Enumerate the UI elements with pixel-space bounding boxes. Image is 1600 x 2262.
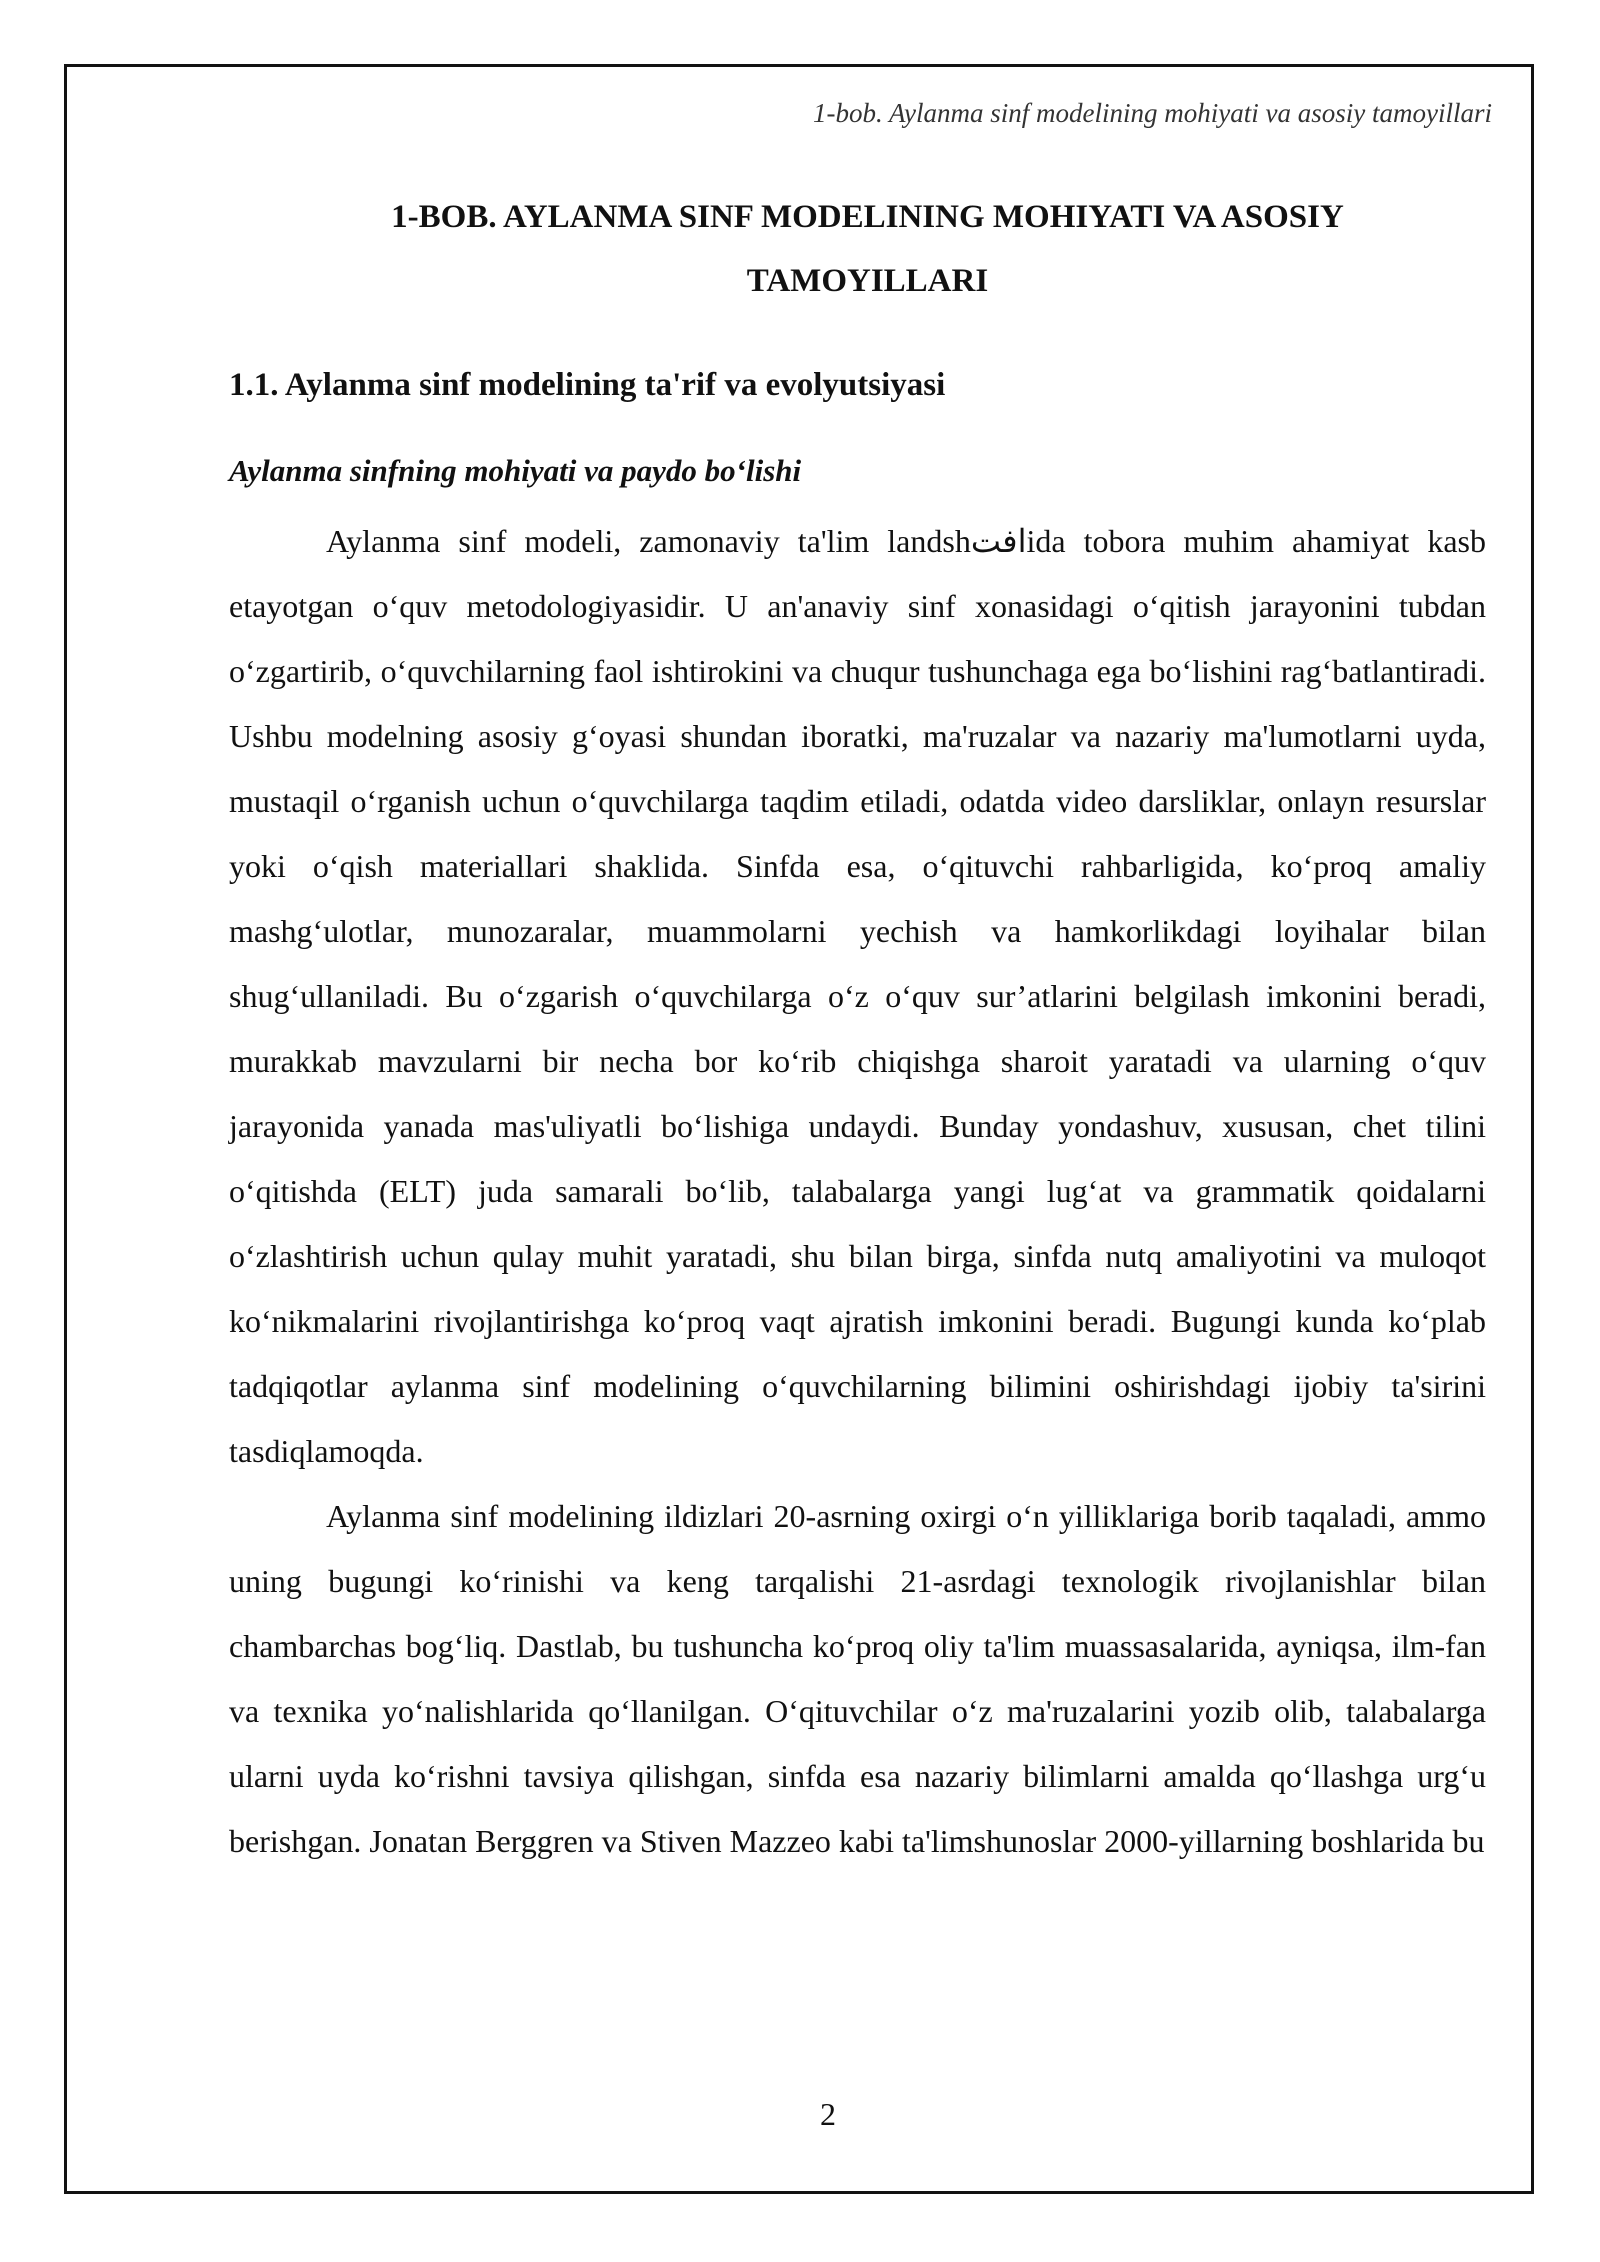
chapter-title-line-1: 1-BOB. AYLANMA SINF MODELINING MOHIYATI VA ASOSIY <box>391 199 1344 235</box>
chapter-title <box>229 185 1486 313</box>
page-content <box>229 185 1486 1874</box>
body-text <box>229 509 1486 1874</box>
running-header: 1-bob. Aylanma sinf modelining mohiyati va asosiy tamoyillari <box>813 98 1492 128</box>
section-heading: 1.1. Aylanma sinf modelining ta'rif va evolyutsiyasi <box>229 367 946 403</box>
subsection-heading: Aylanma sinfning mohiyati va paydo bo‘lishi <box>229 453 802 488</box>
paragraph: Aylanma sinf modeli, zamonaviy ta'lim landshافتida tobora muhim ahamiyat kasb etayotgan o‘quv metodologiyasidir. U an'anaviy sinf xonasidagi o‘qitish jarayonini tubdan o‘zgartirib, o‘quvchilarning faol ishtirokini va chuqur tushunchaga ega bo‘lishini rag‘batlantiradi. Ushbu modelning asosiy g‘oyasi shundan iboratki, ma'ruzalar va nazariy ma'lumotlarni uyda, mustaqil o‘rganish uchun o‘quvchilarga taqdim etiladi, odatda video darsliklar, onlayn resurslar yoki o‘qish materiallari shaklida. Sinfda esa, o‘qituvchi rahbarligida, ko‘proq amaliy mashg‘ulotlar, munozaralar, muammolarni yechish va hamkorlikdagi loyihalar bilan shug‘ullaniladi. Bu o‘zgarish o‘quvchilarga o‘z o‘quv sur’atlarini belgilash imkonini beradi, murakkab mavzularni bir necha bor ko‘rib chiqishga sharoit yaratadi va ularning o‘quv jarayonida yanada mas'uliyatli bo‘lishiga undaydi. Bunday yondashuv, xususan, chet tilini o‘qitishda (ELT) juda samarali bo‘lib, talabalarga yangi lug‘at va grammatik qoidalarni o‘zlashtirish uchun qulay muhit yaratadi, shu bilan birga, sinfda nutq amaliyotini va muloqot ko‘nikmalarini rivojlantirishga ko‘proq vaqt ajratish imkonini beradi. Bugungi kunda ko‘plab tadqiqotlar aylanma sinf modelining o‘quvchilarning bilimini oshirishdagi ijobiy ta'sirini tasdiqlamoqda. <box>229 523 1487 1469</box>
paragraph: Aylanma sinf modelining ildizlari 20-asrning oxirgi o‘n yilliklariga borib taqaladi, ammo uning bugungi ko‘rinishi va keng tarqalishi 21-asrdagi texnologik rivojlanishlar bilan chambarchas bog‘liq. Dastlab, bu tushuncha ko‘proq oliy ta'lim muassasalarida, ayniqsa, ilm-fan va texnika yo‘nalishlarida qo‘llanilgan. O‘qituvchilar o‘z ma'ruzalarini yozib olib, talabalarga ularni uyda ko‘rishni tavsiya qilishgan, sinfda esa nazariy bilimlarni amalda qo‘llashga urg‘u berishgan. Jonatan Berggren va Stiven Mazzeo kabi ta'limshunoslar 2000-yillarning boshlarida bu <box>229 1498 1486 1859</box>
page-number: 2 <box>820 2096 836 2132</box>
chapter-title-line-2: TAMOYILLARI <box>746 263 989 299</box>
